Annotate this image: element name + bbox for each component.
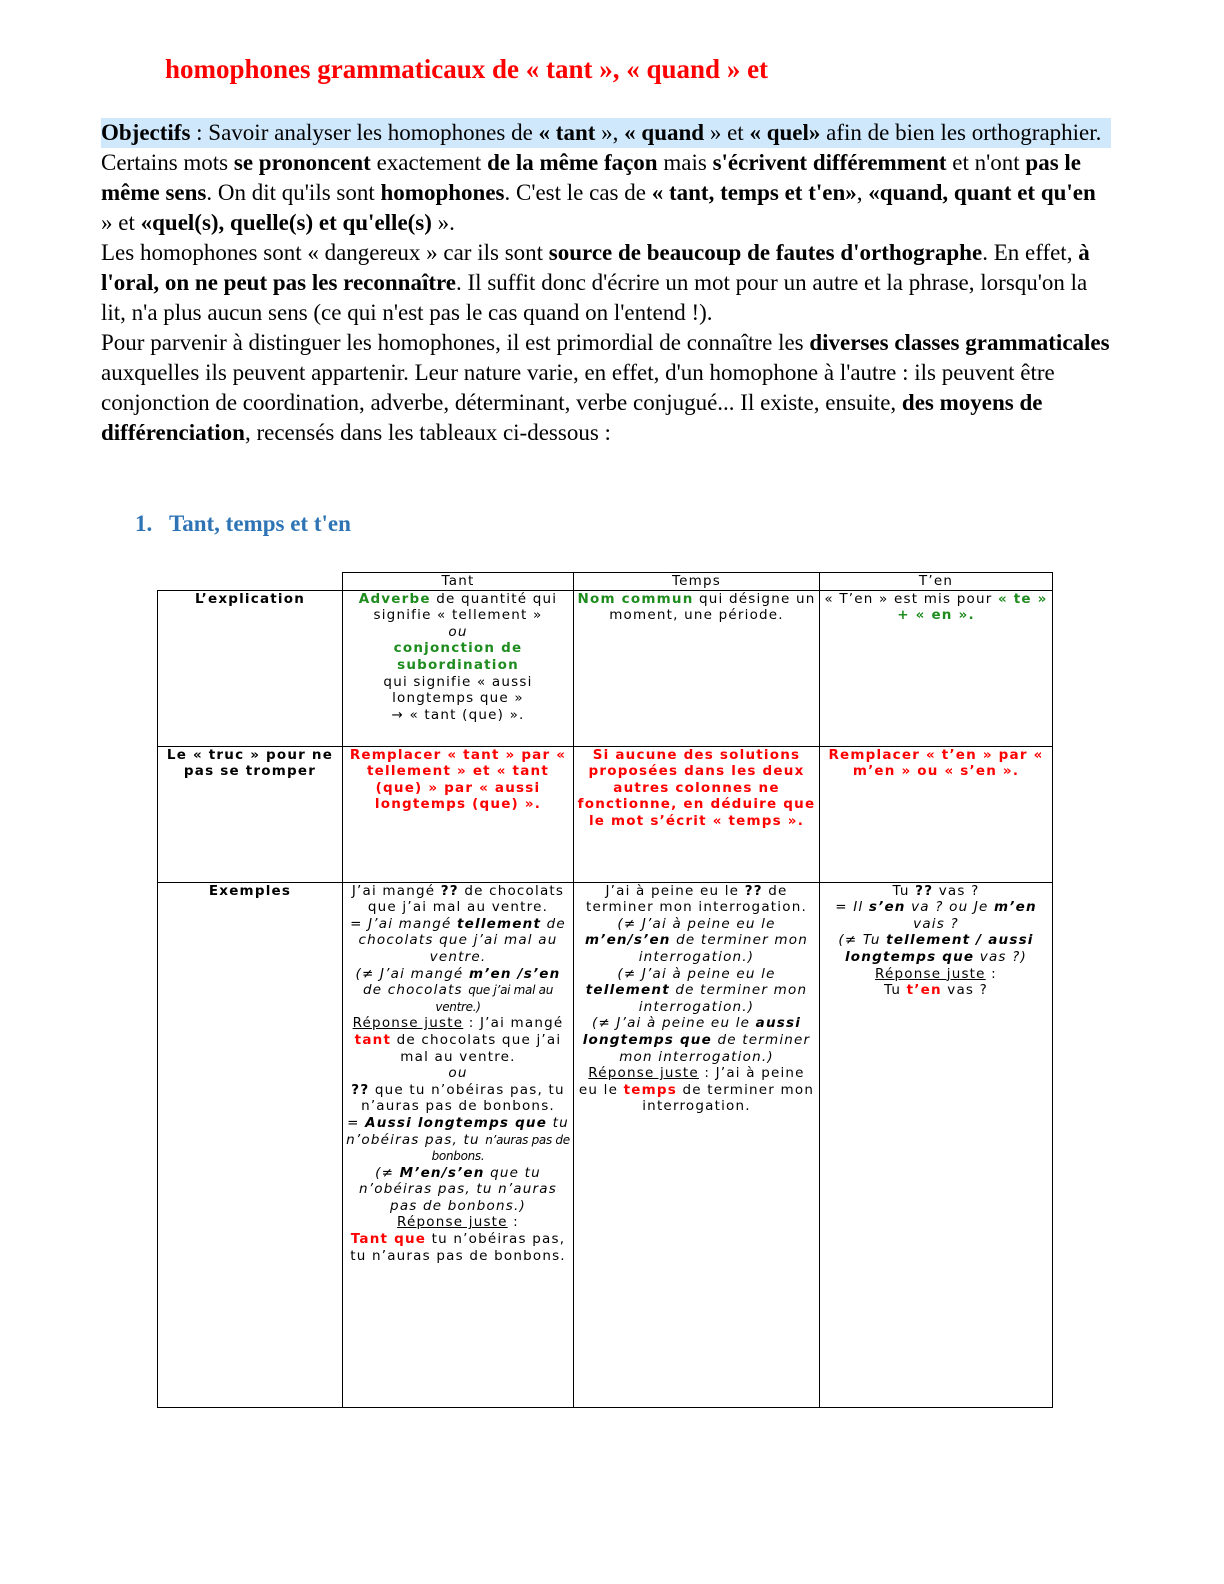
text-run: de terminer mon interrogation.) xyxy=(638,982,808,1015)
text-run: , xyxy=(856,180,869,205)
text-run: de terminer mon interrogation.) xyxy=(638,932,808,965)
bold-run: se prononcent xyxy=(233,150,371,175)
bold-run: « tant, temps et t'en» xyxy=(651,180,857,205)
page-title: homophones grammaticaux de « tant », « quand » et xyxy=(165,54,769,84)
text-run: tu n’obéiras pas, tu xyxy=(346,1114,569,1148)
text-run: → « tant (que) ». xyxy=(391,706,525,723)
bold-run: « quel» xyxy=(749,120,821,145)
row-label-exemples: Exemples xyxy=(158,882,343,1407)
intro-paragraph-2 xyxy=(101,238,1111,328)
table-header-row xyxy=(158,573,1053,591)
cell-explication-ten xyxy=(820,590,1053,746)
text-run: de chocolats que j’ai mal au ventre. xyxy=(358,915,566,965)
bold-run: pas le même sens xyxy=(101,150,1081,205)
bold-run: « tant xyxy=(538,120,596,145)
bold-run: m’en /s’en xyxy=(468,965,561,982)
objectives-paragraph xyxy=(101,118,1111,148)
bold-run: à l'oral, on ne peut pas les reconnaître xyxy=(101,240,1090,295)
section-heading-1 xyxy=(135,509,351,539)
intro-paragraph-3 xyxy=(101,328,1111,448)
text-run: exactement xyxy=(370,150,488,175)
section-title: Tant, temps et t'en xyxy=(169,511,351,536)
bold-run: «quel(s), quelle(s) et qu'elle(s) xyxy=(140,210,432,235)
text-run: qui désigne un moment, une période. xyxy=(609,590,816,624)
answer-label: Réponse juste xyxy=(588,1065,699,1082)
text-run: J’ai mangé xyxy=(351,882,441,899)
bold-run: M’en/s’en xyxy=(399,1164,485,1181)
text-run: et n'ont xyxy=(946,150,1026,175)
green-term: « te » + « en ». xyxy=(897,590,1048,624)
cell-exemples-tant xyxy=(343,882,574,1407)
answer-label: Réponse juste xyxy=(875,965,986,982)
answer-word: Tant que xyxy=(350,1231,427,1248)
answer-word: temps xyxy=(623,1081,677,1098)
bold-run: s’en xyxy=(868,899,906,916)
green-term: Adverbe xyxy=(358,590,431,607)
text-run: . On dit qu'ils sont xyxy=(206,180,381,205)
text-run: . Il suffit donc d'écrire un mot pour un autre et la phrase, lorsqu'on la lit, n'a plus aucun sens (ce qui n'est pas le cas quand on l'entend !). xyxy=(101,270,1088,325)
text-run: : Savoir analyser les homophones de xyxy=(190,120,539,145)
text-run: (≠ J’ai à peine eu le xyxy=(617,965,776,982)
bold-run: tellement xyxy=(457,915,542,932)
text-run: = J’ai mangé xyxy=(350,915,458,932)
text-run: ou xyxy=(448,623,468,640)
text-run: : J’ai mangé xyxy=(463,1015,564,1032)
cell-truc-temps: Si aucune des solutions proposées dans les deux autres colonnes ne fonctionne, en déduire que le mot s’écrit « temps ». xyxy=(574,746,820,882)
blank-marker: ?? xyxy=(915,882,934,899)
text-run: que tu n’obéiras pas, tu n’auras pas de bonbons.) xyxy=(358,1164,557,1214)
bold-run: des moyens de différenciation xyxy=(101,390,1043,445)
table-corner-cell xyxy=(158,573,343,591)
text-run: vais ? xyxy=(913,915,959,932)
text-run: de quantité qui signifie « tellement » xyxy=(373,590,558,624)
answer-label: Réponse juste xyxy=(397,1214,508,1231)
section-number: 1. xyxy=(135,511,153,536)
bold-run: de la même façon xyxy=(487,150,658,175)
text-run: , recensés dans les tableaux ci-dessous : xyxy=(244,420,611,445)
green-term: conjonction de subordination xyxy=(393,640,523,673)
bold-run: «quand, quant et qu'en xyxy=(868,180,1096,205)
text-run: vas ? xyxy=(941,982,989,999)
text-run: » et xyxy=(101,210,141,235)
text-run: : xyxy=(507,1214,519,1231)
text-run: ». xyxy=(431,210,455,235)
text-run: ou xyxy=(448,1065,468,1082)
text-run: de terminer mon interrogation.) xyxy=(619,1031,811,1065)
text-run: que tu n’obéiras pas, tu n’auras pas de bonbons. xyxy=(361,1081,565,1115)
cell-explication-temps xyxy=(574,590,820,746)
table-row-explication xyxy=(158,590,1053,746)
bold-run: tellement / aussi longtemps que xyxy=(844,932,1034,965)
bold-run: diverses classes grammaticales xyxy=(809,330,1110,355)
text-run: = Il xyxy=(835,899,869,916)
text-run: : xyxy=(985,965,997,982)
text-run: Les homophones sont « dangereux » car ils sont xyxy=(101,240,549,265)
text-run: (≠ xyxy=(375,1164,400,1181)
text-run: : J’ai à peine eu le xyxy=(578,1065,805,1098)
text-run: = xyxy=(347,1114,366,1131)
answer-label: Réponse juste xyxy=(352,1015,464,1032)
cell-explication-tant xyxy=(343,590,574,746)
blank-marker: ?? xyxy=(744,882,763,899)
bold-run: « quand xyxy=(624,120,705,145)
bold-run: homophones xyxy=(380,180,505,205)
column-header-ten: T’en xyxy=(820,573,1053,591)
text-run: (≠ J’ai mangé xyxy=(355,965,469,982)
bold-run: m’en/s’en xyxy=(584,932,671,949)
cell-truc-tant: Remplacer « tant » par « tellement » et « tant (que) » par « aussi longtemps (que) ». xyxy=(343,746,574,882)
text-run: » et xyxy=(704,120,750,145)
text-run: tu n’obéiras pas, tu n’auras pas de bonbons. xyxy=(350,1231,566,1264)
text-run: Certains mots xyxy=(101,150,234,175)
text-run: afin de bien les orthographier. xyxy=(820,120,1102,145)
text-run: », xyxy=(595,120,625,145)
cell-exemples-temps xyxy=(574,882,820,1407)
text-run: va ? ou Je xyxy=(905,899,994,916)
table-row-truc xyxy=(158,746,1053,882)
text-run: de chocolats xyxy=(362,982,463,999)
text-run: vas ? xyxy=(933,882,980,899)
row-label-truc: Le « truc » pour ne pas se tromper xyxy=(158,746,343,882)
bold-run: tellement xyxy=(585,982,670,999)
text-run: qui signifie « aussi longtemps que » xyxy=(383,673,533,707)
text-run: de chocolats que j’ai mal au ventre. xyxy=(391,1031,562,1065)
bold-run: aussi longtemps que xyxy=(582,1015,802,1048)
text-run: (≠ Tu xyxy=(838,932,887,949)
text-run: de chocolats que j’ai mal au ventre. xyxy=(367,882,565,916)
text-run: auxquelles ils peuvent appartenir. Leur nature varie, en effet, d'un homophone à l'autre : ils peuvent être conjonction de coordination, adverbe, déterminant, verbe conjugué... Il existe, ensuite, xyxy=(101,360,1055,415)
row-label-explication: L’explication xyxy=(158,590,343,746)
answer-word: t’en xyxy=(906,982,942,999)
text-run: J’ai à peine eu le xyxy=(605,882,745,899)
homophones-table xyxy=(157,572,1053,1408)
answer-word: tant xyxy=(354,1031,392,1048)
text-run: n’auras pas de bonbons. xyxy=(431,1132,570,1164)
bold-run: s'écrivent différemment xyxy=(712,150,947,175)
table-row-exemples xyxy=(158,882,1053,1407)
cell-exemples-ten xyxy=(820,882,1053,1407)
document-body xyxy=(101,118,1111,448)
text-run: mais xyxy=(657,150,713,175)
text-run: Tu xyxy=(892,882,916,899)
text-run: de terminer mon interrogation. xyxy=(642,1081,815,1115)
text-run: Pour parvenir à distinguer les homophones, il est primordial de connaître les xyxy=(101,330,810,355)
text-run: . En effet, xyxy=(982,240,1079,265)
column-header-tant: Tant xyxy=(343,573,574,591)
cell-truc-ten: Remplacer « t’en » par « m’en » ou « s’en ». xyxy=(820,746,1053,882)
bold-run: m’en xyxy=(994,899,1037,916)
text-run: Tu xyxy=(883,982,907,999)
bold-run: Aussi longtemps que xyxy=(365,1114,548,1131)
intro-paragraph-1 xyxy=(101,148,1111,238)
blank-marker: ?? xyxy=(440,882,459,899)
text-run: que j’ai mal au ventre.) xyxy=(435,983,554,1014)
text-run: « T’en » est mis pour xyxy=(824,590,998,607)
objectives-label: Objectifs xyxy=(101,120,191,145)
text-run: (≠ J’ai à peine eu le xyxy=(617,915,776,932)
column-header-temps: Temps xyxy=(574,573,820,591)
bold-run: source de beaucoup de fautes d'orthographe xyxy=(548,240,983,265)
text-run: de terminer mon interrogation. xyxy=(586,882,807,916)
green-term: Nom commun xyxy=(577,590,694,607)
text-run: (≠ J’ai à peine eu le xyxy=(591,1015,756,1032)
blank-marker: ?? xyxy=(351,1081,370,1098)
text-run: . C'est le cas de xyxy=(504,180,652,205)
text-run: vas ?) xyxy=(974,948,1027,965)
